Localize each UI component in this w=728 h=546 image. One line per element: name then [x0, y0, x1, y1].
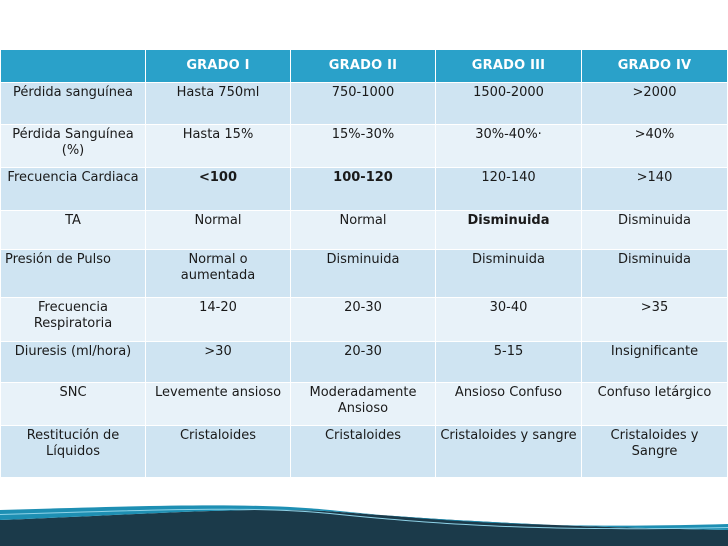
- table-cell: >2000: [582, 83, 728, 125]
- table-cell: 30-40: [436, 298, 582, 342]
- table-cell: Disminuida: [436, 211, 582, 250]
- row-label: Diuresis (ml/hora): [1, 342, 146, 383]
- header-grado-2: GRADO II: [291, 50, 436, 83]
- table-cell: Hasta 15%: [146, 125, 291, 168]
- table-cell: 20-30: [291, 298, 436, 342]
- table-row: [1, 250, 728, 298]
- table-cell: Confuso letárgico: [582, 383, 728, 426]
- table-cell: Normal o aumentada: [146, 250, 291, 298]
- table-cell: Insignificante: [582, 342, 728, 383]
- header-grado-4: GRADO IV: [582, 50, 728, 83]
- table-row: [1, 426, 728, 478]
- decorative-wave-footer: [0, 500, 728, 546]
- header-grado-3: GRADO III: [436, 50, 582, 83]
- table-cell: >35: [582, 298, 728, 342]
- table-cell: Disminuida: [291, 250, 436, 298]
- row-label: TA: [1, 211, 146, 250]
- table-cell: 30%-40%·: [436, 125, 582, 168]
- table-cell: >30: [146, 342, 291, 383]
- row-label: Frecuencia Respiratoria: [1, 298, 146, 342]
- table-row: [1, 83, 728, 125]
- table-cell: Normal: [291, 211, 436, 250]
- table-cell: Levemente ansioso: [146, 383, 291, 426]
- row-label: Frecuencia Cardiaca: [1, 168, 146, 211]
- table-cell: Disminuida: [582, 211, 728, 250]
- header-corner: [1, 50, 146, 83]
- table-cell: 5-15: [436, 342, 582, 383]
- table-row: [1, 383, 728, 426]
- row-label: Pérdida Sanguínea (%): [1, 125, 146, 168]
- table-cell: <100: [146, 168, 291, 211]
- table-cell: Moderadamente Ansioso: [291, 383, 436, 426]
- table-cell: 100-120: [291, 168, 436, 211]
- header-grado-1: GRADO I: [146, 50, 291, 83]
- header-row: [1, 50, 728, 83]
- table-cell: Normal: [146, 211, 291, 250]
- table-cell: >140: [582, 168, 728, 211]
- table-row: [1, 125, 728, 168]
- table-cell: 15%-30%: [291, 125, 436, 168]
- table-row: [1, 211, 728, 250]
- table-cell: Cristaloides y sangre: [436, 426, 582, 478]
- table-cell: Disminuida: [582, 250, 728, 298]
- table-cell: 14-20: [146, 298, 291, 342]
- table-cell: >40%: [582, 125, 728, 168]
- row-label: Pérdida sanguínea: [1, 83, 146, 125]
- table-cell: Ansioso Confuso: [436, 383, 582, 426]
- table-cell: 750-1000: [291, 83, 436, 125]
- table-row: [1, 168, 728, 211]
- table-cell: 120-140: [436, 168, 582, 211]
- table-cell: Hasta 750ml: [146, 83, 291, 125]
- row-label: Restitución de Líquidos: [1, 426, 146, 478]
- table-cell: Cristaloides: [146, 426, 291, 478]
- shock-grade-table: [0, 49, 728, 478]
- row-label: SNC: [1, 383, 146, 426]
- row-label: Presión de Pulso: [1, 250, 146, 298]
- wave-dark-band: [0, 510, 728, 546]
- table-cell: 1500-2000: [436, 83, 582, 125]
- table-cell: 20-30: [291, 342, 436, 383]
- table-cell: Disminuida: [436, 250, 582, 298]
- table-row: [1, 342, 728, 383]
- table-cell: Cristaloides: [291, 426, 436, 478]
- table-row: [1, 298, 728, 342]
- table-cell: Cristaloides y Sangre: [582, 426, 728, 478]
